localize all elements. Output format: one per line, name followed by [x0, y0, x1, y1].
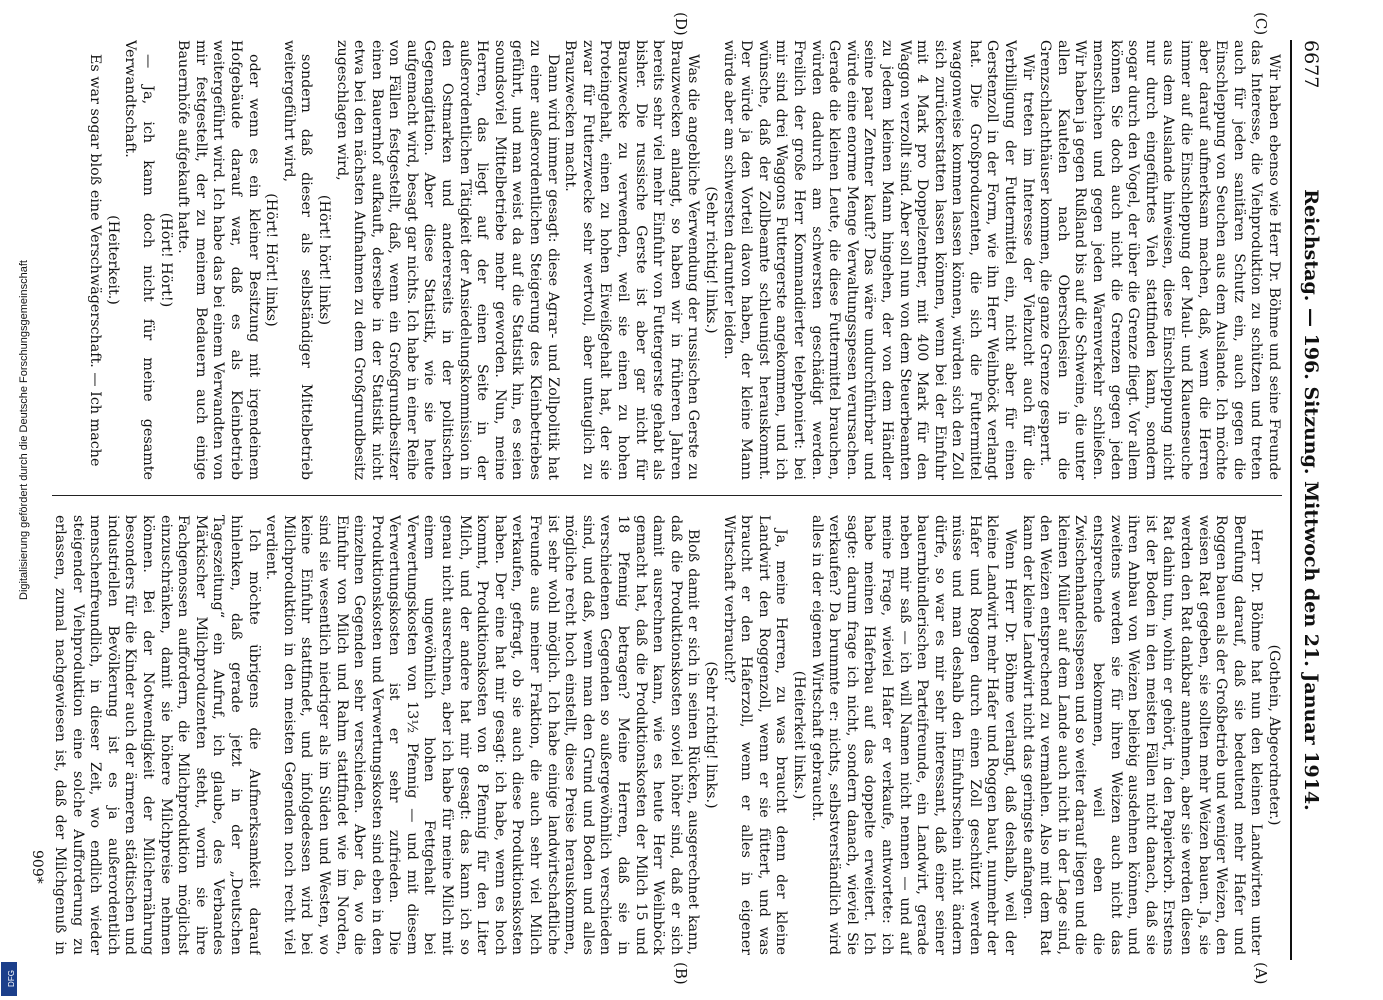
left_column-paragraph: (Sehr richtig! links.): [703, 661, 719, 809]
right_column-paragraph: Dann wird immer gesagt: diese Agrar- und Zollpolitik hat zu einer außerordentlichen Steigerung des Kleinbetriebes geführt, und man weist da auf die Statistik hin, es seien soundsoviel Mittelbetriebe mehr geworden. Nun, meine Herren, das liegt auf der einen Seite in der außerordentlichen Tätigkeit der Ansiedelungskommission in den Ostmarken und andererseits in der politischen Gegenagitation. Aber diese Statistik, wie sie heute aufgemacht wird, besagt gar nichts. Ich habe in einer Reihe von Fällen festgestellt, daß, wenn ein Großgrundbesitzer einen Bauernhof aufkauft, derselbe in der Statistik nicht etwa bei den nächsten Aufnahmen zu dem Großgrundbesitz zugeschlagen wird,: [333, 40, 561, 480]
dfg-logo-label: DFG: [6, 970, 16, 987]
left_column-paragraph: Wenn Herr Dr. Böhme verlangt, daß deshalb, weil der kleine Landwirt mehr Hafer und Roggen baut, nunmehr der Hafer und Roggen durch einen Zoll geschützt werden müsse und man deshalb den Einfuhrschein nicht ändern dürfe, so war es mir sehr interessant, daß einer seiner bauernbündlerischen Parteifreunde, ein Landwirt, gerade neben mir saß — ich will Namen nicht nennen — und auf meine Frage, wieviel Hafer er verkaufe, antwortete: ich habe meinen Haferbau auf das doppelte erweitert. Ich sagte: darum frage ich nicht, sondern danach, wieviel Sie verkaufen? Da brummte er: nichts, selbstverständlich wird alles in der eigenen Wirtschaft gebraucht.: [808, 515, 1019, 955]
left_column-paragraph: Ich möchte übrigens die Aufmerksamkeit darauf hinlenken, daß gerade jetzt in der „Deutschen Tageszeitung“ ein Aufruf, ich glaube, des Verbandes Märkischer Milchproduzenten steht, worin sie ihre Fachgenossen auffordern, die Milchproduktion möglichst einzuschränken, damit sie höhere Milchpreise nehmen können. Bei der Notwendigkeit der Milchernährung besonders für die Kinder auch der ärmeren städtischen und industriellen Bevölkerung ist es ja außerordentlich menschenfreundlich, in dieser Zeit, wo endlich wieder steigender Viehproduktion eine solche Aufforderung zu erlassen, zumal nachgewiesen ist, daß der Milchgenuß in: [52, 515, 262, 955]
page-title: Reichstag. — 196. Sitzung. Mittwoch den 21. Januar 1914.: [1300, 189, 1322, 811]
right_column-paragraph: (Hört! Hört!): [157, 212, 174, 308]
margin-marker-d: (D): [672, 12, 690, 36]
right_column-paragraph: — Ja, ich kann doch nicht für meine gesamte Verwandtschaft.: [122, 40, 156, 480]
digitization-sidebar: [0, 0, 30, 1000]
left_column-paragraph: (Gothein, Abgeordneter.): [1266, 644, 1282, 826]
right_column-paragraph: oder wenn es ein kleiner Besitzung mit irgendeinem Hofgebäude darauf war, daß es als Kleinbetrieb weitergeführt wird. Ich habe das bei einem Verwandten von mir festgestellt, der zu meinem Bedauern auch einige Bauernhöfe aufgekauft hatte.: [175, 40, 262, 480]
right_column-paragraph: (Sehr richtig! links.): [703, 186, 719, 334]
left_column-paragraph: Bloß damit er sich in seinen Rücken, ausgerechnet kann, daß die Produktionskosten soviel höher sind, daß er sich damit ausrechnen kann, wie es heute Herr Weilnböck gemacht hat, daß die Produktionskosten der Milch 15 und 18 Pfennig betragen? Meine Herren, daß sie in verschiedenen Gegenden so außergewöhnlich verschieden sind, und daß, wenn man den Grund und Boden und alles mögliche recht hoch einstellt, diese Preise herauskommen, ist sehr wohl möglich. Ich habe einige landwirtschaftliche Freunde aus meiner Fraktion, die auch sehr viel Milch verkaufen, gefragt, ob sie auch diese Produktionskosten haben. Der eine hat mir gesagt: ich habe, wenn es hoch kommt, Produktionskosten von 8 Pfennig für den Liter Milch, und der andere hat mir gesagt: das kann ich so genau nicht ausrechnen, aber ich habe für meine Milch mit einem ungewöhnlich hohen Fettgehalt bei Verwertungskosten von 13½ Pfennig — und mit diesem Verwertungskosten ist er sehr zufrieden. Die Produktionskosten und Verwertungskosten sind eben in den einzelnen Gegenden sehr verschieden. Aber da, wo die Einfuhr von Milch und Rahm stattfindet wie im Norden, sind sie wesentlich niedriger als im Süden und Westen, wo keine Einfuhr stattfindet, und infolgedessen wird bei Milchproduktion in den meisten Gegenden noch recht viel verdient.: [263, 515, 702, 955]
left_column-paragraph: (Heiterkeit links.): [790, 670, 807, 800]
right_column-paragraph: Es war sogar bloß eine Verschwägerschaft. — Ich mache: [87, 54, 104, 467]
right_column-paragraph: sondern daß dieser als selbständiger Mittelbetrieb weitergeführt wird,: [280, 40, 315, 480]
right_column-paragraph: (Heiterkeit.): [104, 215, 121, 305]
right_column-paragraph: Wir treten im Interesse der Viehzucht auch für die Verbilligung der Futtermittel ein, nicht aber für einen Gerstenzoll in der Form, wie ihn Herr Weilnböck verlangt hat. Die Großproduzenten, die sich die Futtermittel waggonweise kommen lassen können, würden sich den Zoll sich zurückerstatten lassen können, wenn bei der Einfuhr mit 4 Mark pro Doppelzentner, mit 400 Mark für den Waggon verzollt sind. Aber soll nun von dem Steuerbeamten zu jedem kleinen Mann hingehen, der von dem Händler seine paar Zentner kauft? Das wäre undurchführbar und würde eine enorme Menge Verwaltungsspesen verursachen. Gerade die kleinen Leute, die diese Futtermittel brauchen, würden dadurch am schwersten geschädigt werden. Freilich der große Herr Kommandierter telephoniert: bei mir sind drei Waggons Futtergerste angekommen, und ich wünsche, daß der Zollbeamte schleunigst herauskommt. Der würde ja den Vorteil davon haben, der kleine Mann würde aber am schwersten darunter leiden.: [720, 40, 1036, 480]
margin-marker-b: (B): [672, 962, 690, 985]
sidebar-credit: Digitalisierung gefördert durch die Deutsche Forschungsgemeinschaft: [18, 260, 30, 600]
signature-mark: 909*: [29, 850, 45, 884]
column-left-text: [52, 515, 1282, 955]
left_column-paragraph: Ja, meine Herren, zu was braucht denn der kleine Landwirt den Roggenzoll, wenn er sie füttert, und was braucht er den Haferzoll, wenn er alles in eigener Wirtschaft verbraucht?: [720, 515, 790, 955]
right_column-paragraph: Wir haben ebenso wie Herr Dr. Böhme und seine Freunde das Interesse, die Viehproduktion zu schützen und treten auch für jeden sanitären Schutz ein, auch gegen die Einschleppung von Seuchen aus dem Auslande. Ich möchte aber darauf aufmerksam machen, daß, wenn die Herren immer auf die Einschleppung der Maul- und Klauenseuche aus dem Auslande hinweisen, diese Einschleppung nicht nur durch eingeführtes Vieh stattfinden kann, sondern sogar durch den Vogel, der über die Grenze fliegt. Vor allem können Sie doch auch nicht die Grenzen gegen jeden menschlichen und gegen jeden Warenverkehr schließen. Wir haben ja gegen Rußland bis auf die Schweine, die unter allen Kautelen nach Oberschlesien in die Grenzschlachthäuser kommen, die ganze Grenze gesperrt.: [1037, 40, 1282, 480]
right_column-paragraph: (Hört! Hört! links): [263, 193, 280, 327]
column-divider: [52, 495, 1282, 496]
dfg-logo: [1, 962, 17, 996]
page-number: 6677: [1300, 40, 1322, 89]
page-header: [1296, 40, 1322, 960]
column-right-text: [52, 40, 1282, 480]
margin-marker-c: (C): [1252, 12, 1270, 36]
left_column-paragraph: Herr Dr. Böhme hat nun den kleinen Landwirten unter Berufung darauf, daß sie bedeutend mehr Hafer und Roggen bauen als der Großbetrieb und weniger Weizen, den weisen Rat gegeben, sie sollten mehr Weizen bauen. Ja, sie werden den Rat dankbar annehmen, aber sie werden diesen Rat dahin tun, wohin er gehört, in den Papierkorb. Erstens ist der Boden in den meisten Fällen nicht danach, daß sie ihren Anbau von Weizen beliebig ausdehnen können, und zweitens werden sie für ihren Weizen auch nicht das entsprechende bekommen, weil eben die Zwischenhandelsspesen und so weiter darauf liegen und die kleinen Müller auf dem Lande auch nicht in der Lage sind, den Weizen entsprechend zu vermahlen. Also mit dem Rat kann der kleine Landwirt nicht das geringste anfangen.: [1019, 515, 1265, 955]
right_column-paragraph: (Hört! hört! links): [315, 194, 332, 326]
right_column-paragraph: Was die angebliche Verwendung der russischen Gerste zu Brauzwecken anlangt, so haben wir in früheren Jahren bereits sehr viel mehr Einfuhr von Futtergerste gehabt als bisher. Die russische Gerste ist aber gar nicht für Brauzwecke zu verwenden, weil sie einen zu hohen Proteingehalt, einen zu hohen Eiweißgehalt hat, der sie zwar für Futterzwecke sehr wertvoll, aber untauglich zu Brauzwecken macht.: [562, 40, 702, 480]
header-rule: [1290, 40, 1292, 960]
margin-marker-a: (A): [1252, 962, 1270, 985]
